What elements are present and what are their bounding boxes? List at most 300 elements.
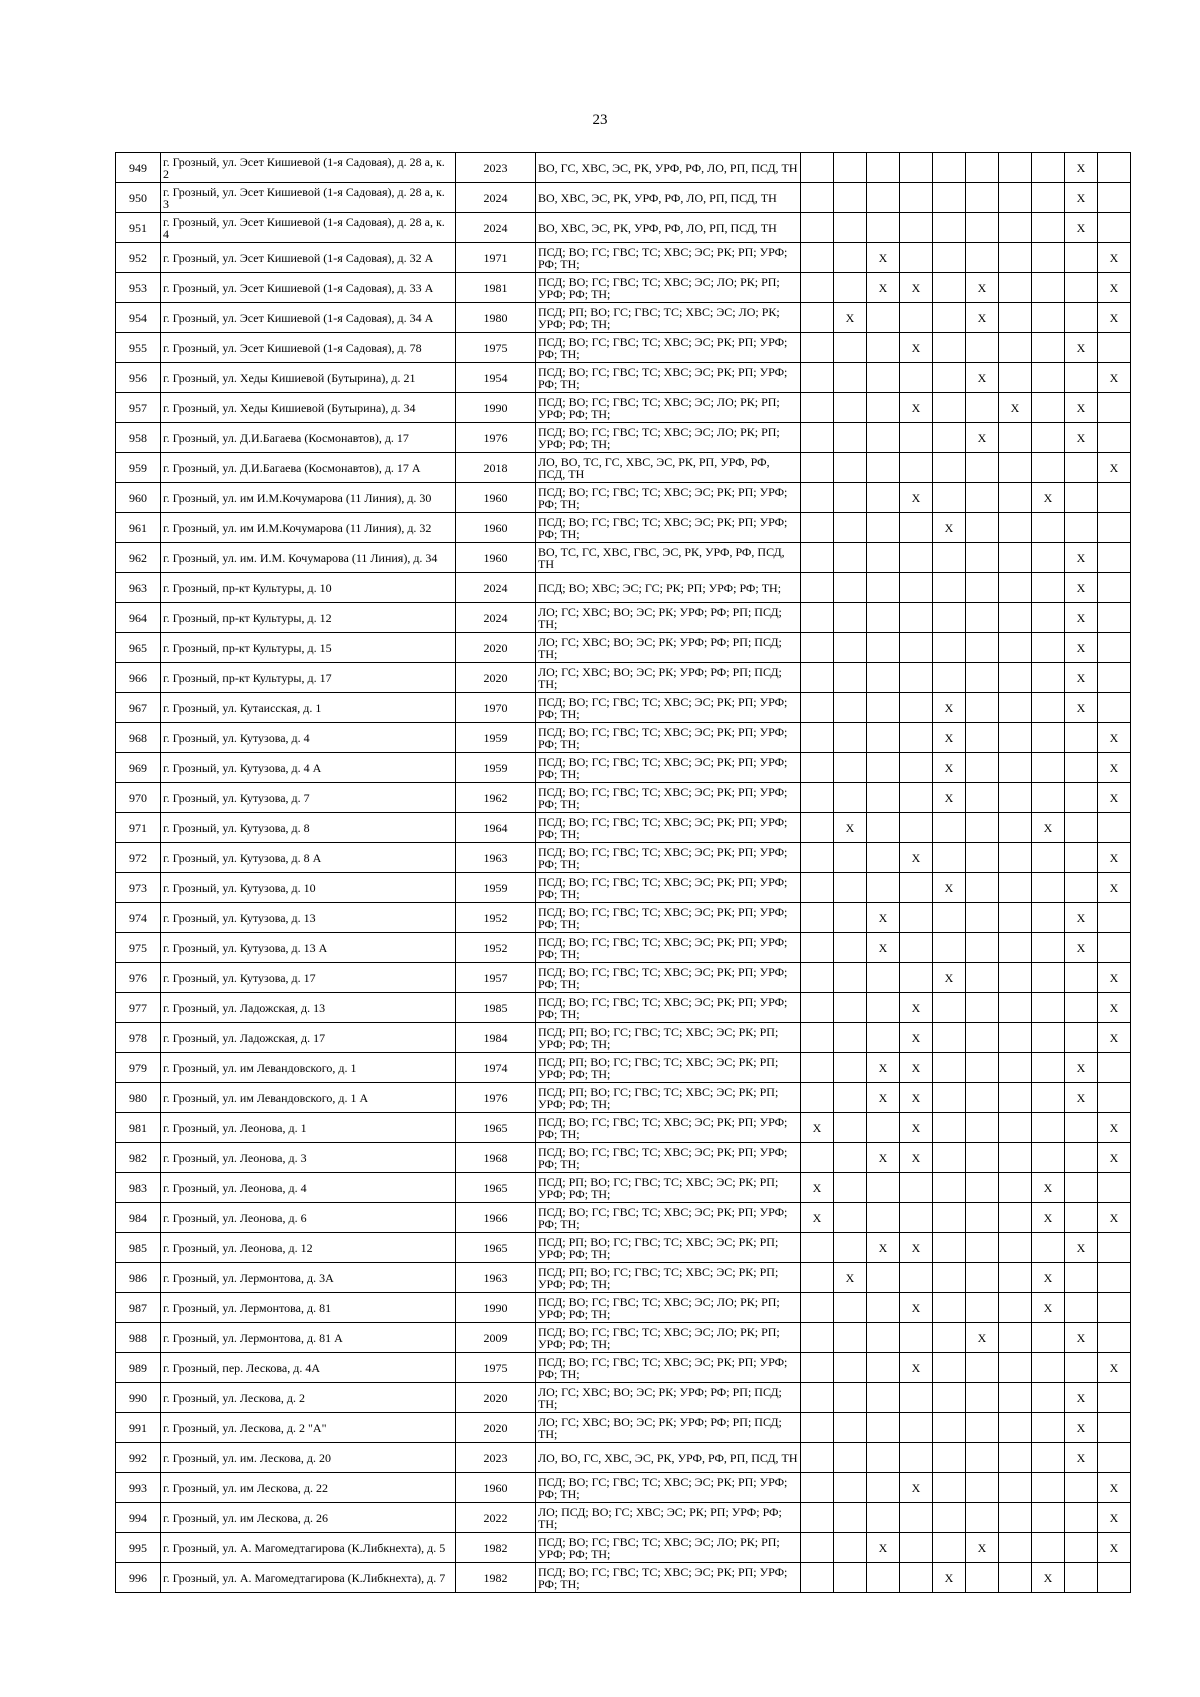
mark-cell [966, 213, 999, 243]
mark-cell [933, 993, 966, 1023]
address-cell: г. Грозный, ул. Кутузова, д. 4 А [161, 753, 456, 783]
works-cell: ПСД; РП; ВО; ГС; ГВС; ТС; ХВС; ЭС; РК; РП; УРФ; РФ; ТН; [536, 1083, 801, 1113]
table-row [116, 693, 1131, 723]
works-cell: ВО, ХВС, ЭС, РК, УРФ, РФ, ЛО, РП, ПСД, ТН [536, 213, 801, 243]
mark-cell [1032, 1533, 1065, 1563]
mark-cell: X [933, 1563, 966, 1593]
mark-cell [966, 483, 999, 513]
row-number: 977 [116, 993, 161, 1023]
row-number: 967 [116, 693, 161, 723]
mark-cell [900, 693, 933, 723]
mark-cell [834, 1143, 867, 1173]
mark-cell [900, 723, 933, 753]
mark-cell: X [867, 243, 900, 273]
mark-cell: X [900, 1083, 933, 1113]
mark-cell [999, 1533, 1032, 1563]
mark-cell: X [1098, 273, 1131, 303]
mark-cell [999, 1383, 1032, 1413]
mark-cell [999, 963, 1032, 993]
mark-cell [933, 1053, 966, 1083]
mark-cell [999, 873, 1032, 903]
mark-cell [999, 543, 1032, 573]
table-row [116, 663, 1131, 693]
mark-cell [867, 453, 900, 483]
mark-cell [966, 783, 999, 813]
mark-cell [834, 933, 867, 963]
mark-cell [1032, 453, 1065, 483]
mark-cell [867, 1413, 900, 1443]
mark-cell [933, 213, 966, 243]
mark-cell [834, 993, 867, 1023]
table-row [116, 963, 1131, 993]
works-cell: ПСД; ВО; ГС; ГВС; ТС; ХВС; ЭС; РК; РП; УРФ; РФ; ТН; [536, 1203, 801, 1233]
mark-cell: X [1065, 1323, 1098, 1353]
mark-cell [999, 153, 1032, 183]
mark-cell [867, 633, 900, 663]
mark-cell: X [1098, 453, 1131, 483]
mark-cell [900, 423, 933, 453]
mark-cell [933, 393, 966, 423]
mark-cell [966, 1023, 999, 1053]
mark-cell: X [1065, 153, 1098, 183]
year-cell: 2024 [456, 603, 536, 633]
mark-cell [966, 1293, 999, 1323]
table-row [116, 303, 1131, 333]
mark-cell [1065, 1023, 1098, 1053]
mark-cell [1098, 1053, 1131, 1083]
works-cell: ПСД; ВО; ГС; ГВС; ТС; ХВС; ЭС; ЛО; РК; РП; УРФ; РФ; ТН; [536, 1323, 801, 1353]
address-cell: г. Грозный, ул. Кутузова, д. 4 [161, 723, 456, 753]
mark-cell [999, 1173, 1032, 1203]
row-number: 989 [116, 1353, 161, 1383]
mark-cell [1032, 273, 1065, 303]
mark-cell [999, 1353, 1032, 1383]
table-row [116, 1413, 1131, 1443]
mark-cell [966, 393, 999, 423]
works-cell: ПСД; ВО; ГС; ГВС; ТС; ХВС; ЭС; РК; РП; УРФ; РФ; ТН; [536, 903, 801, 933]
mark-cell: X [1098, 753, 1131, 783]
mark-cell [867, 723, 900, 753]
mark-cell [933, 903, 966, 933]
mark-cell: X [1098, 873, 1131, 903]
mark-cell [966, 1443, 999, 1473]
mark-cell [999, 1113, 1032, 1143]
works-cell: ЛО; ГС; ХВС; ВО; ЭС; РК; УРФ; РФ; РП; ПСД; ТН; [536, 1413, 801, 1443]
page-number: 23 [592, 112, 608, 128]
address-cell: г. Грозный, ул. Хеды Кишиевой (Бутырина), д. 34 [161, 393, 456, 423]
mark-cell [867, 1113, 900, 1143]
year-cell: 1982 [456, 1533, 536, 1563]
mark-cell [1032, 153, 1065, 183]
works-cell: ЛО; ГС; ХВС; ВО; ЭС; РК; УРФ; РФ; РП; ПСД; ТН; [536, 633, 801, 663]
mark-cell [801, 1233, 834, 1263]
mark-cell [801, 243, 834, 273]
table-row [116, 1263, 1131, 1293]
mark-cell: X [867, 1083, 900, 1113]
mark-cell: X [1098, 723, 1131, 753]
mark-cell [1098, 663, 1131, 693]
row-number: 975 [116, 933, 161, 963]
mark-cell [1065, 963, 1098, 993]
mark-cell [933, 813, 966, 843]
table-row [116, 633, 1131, 663]
row-number: 996 [116, 1563, 161, 1593]
mark-cell [801, 963, 834, 993]
mark-cell [801, 303, 834, 333]
mark-cell [933, 183, 966, 213]
mark-cell [900, 573, 933, 603]
mark-cell [1065, 1173, 1098, 1203]
mark-cell [867, 1443, 900, 1473]
mark-cell [1065, 873, 1098, 903]
mark-cell [867, 1263, 900, 1293]
mark-cell [966, 1563, 999, 1593]
mark-cell [900, 1533, 933, 1563]
mark-cell [1032, 423, 1065, 453]
address-cell: г. Грозный, пр-кт Культуры, д. 17 [161, 663, 456, 693]
mark-cell [900, 633, 933, 663]
mark-cell [999, 993, 1032, 1023]
row-number: 951 [116, 213, 161, 243]
mark-cell [999, 1203, 1032, 1233]
mark-cell [933, 1443, 966, 1473]
mark-cell [999, 753, 1032, 783]
mark-cell [999, 1293, 1032, 1323]
mark-cell [933, 663, 966, 693]
works-cell: ЛО; ПСД; ВО; ГС; ХВС; ЭС; РК; РП; УРФ; РФ; ТН; [536, 1503, 801, 1533]
mark-cell: X [1032, 1263, 1065, 1293]
mark-cell [834, 1083, 867, 1113]
mark-cell [966, 1053, 999, 1083]
table-row [116, 933, 1131, 963]
table-row [116, 183, 1131, 213]
mark-cell [900, 513, 933, 543]
mark-cell [966, 1383, 999, 1413]
mark-cell [1098, 903, 1131, 933]
mark-cell [867, 783, 900, 813]
mark-cell: X [1098, 1113, 1131, 1143]
mark-cell [801, 1563, 834, 1593]
address-cell: г. Грозный, ул. А. Магомедтагирова (К.Либкнехта), д. 5 [161, 1533, 456, 1563]
mark-cell [834, 393, 867, 423]
row-number: 987 [116, 1293, 161, 1323]
mark-cell: X [801, 1173, 834, 1203]
mark-cell [966, 693, 999, 723]
mark-cell [1032, 363, 1065, 393]
mark-cell: X [1032, 813, 1065, 843]
mark-cell [1098, 603, 1131, 633]
year-cell: 1960 [456, 1473, 536, 1503]
mark-cell [1098, 543, 1131, 573]
address-cell: г. Грозный, ул. Лескова, д. 2 [161, 1383, 456, 1413]
year-cell: 2022 [456, 1503, 536, 1533]
address-cell: г. Грозный, пр-кт Культуры, д. 10 [161, 573, 456, 603]
year-cell: 1975 [456, 1353, 536, 1383]
table-row [116, 753, 1131, 783]
mark-cell [900, 363, 933, 393]
address-cell: г. Грозный, ул. Кутузова, д. 13 А [161, 933, 456, 963]
mark-cell [867, 1563, 900, 1593]
address-cell: г. Грозный, ул. Д.И.Багаева (Космонавтов), д. 17 А [161, 453, 456, 483]
mark-cell [867, 1173, 900, 1203]
year-cell: 1965 [456, 1173, 536, 1203]
mark-cell [1065, 1143, 1098, 1173]
mark-cell [999, 363, 1032, 393]
mark-cell [834, 183, 867, 213]
mark-cell [867, 813, 900, 843]
mark-cell [834, 273, 867, 303]
mark-cell [1065, 843, 1098, 873]
mark-cell [867, 1323, 900, 1353]
mark-cell [801, 183, 834, 213]
mark-cell [1032, 693, 1065, 723]
table-row [116, 1023, 1131, 1053]
mark-cell: X [1065, 693, 1098, 723]
mark-cell: X [867, 903, 900, 933]
mark-cell [1098, 813, 1131, 843]
mark-cell: X [867, 1143, 900, 1173]
mark-cell [867, 1383, 900, 1413]
mark-cell [1098, 333, 1131, 363]
mark-cell [801, 423, 834, 453]
works-cell: ПСД; ВО; ГС; ГВС; ТС; ХВС; ЭС; РК; РП; УРФ; РФ; ТН; [536, 243, 801, 273]
mark-cell [900, 933, 933, 963]
mark-cell: X [867, 1233, 900, 1263]
year-cell: 1990 [456, 1293, 536, 1323]
address-cell: г. Грозный, пр-кт Культуры, д. 15 [161, 633, 456, 663]
address-cell: г. Грозный, ул. Леонова, д. 4 [161, 1173, 456, 1203]
mark-cell [1065, 1533, 1098, 1563]
table-row [116, 363, 1131, 393]
mark-cell [1032, 1473, 1065, 1503]
table-row [116, 1233, 1131, 1263]
mark-cell [933, 1383, 966, 1413]
mark-cell [1032, 903, 1065, 933]
table-row [116, 1083, 1131, 1113]
mark-cell [1032, 633, 1065, 663]
mark-cell [867, 573, 900, 603]
mark-cell: X [1065, 1443, 1098, 1473]
mark-cell: X [900, 1143, 933, 1173]
mark-cell [1065, 243, 1098, 273]
mark-cell [933, 243, 966, 273]
mark-cell: X [1098, 243, 1131, 273]
works-cell: ПСД; ВО; ГС; ГВС; ТС; ХВС; ЭС; ЛО; РК; РП; УРФ; РФ; ТН; [536, 393, 801, 423]
mark-cell [1098, 183, 1131, 213]
year-cell: 1990 [456, 393, 536, 423]
address-cell: г. Грозный, ул. им Левандовского, д. 1 А [161, 1083, 456, 1113]
mark-cell: X [966, 1323, 999, 1353]
mark-cell: X [1032, 483, 1065, 513]
row-number: 962 [116, 543, 161, 573]
mark-cell: X [1065, 1053, 1098, 1083]
table-row [116, 153, 1131, 183]
works-cell: ПСД; РП; ВО; ГС; ГВС; ТС; ХВС; ЭС; РК; РП; УРФ; РФ; ТН; [536, 1023, 801, 1053]
mark-cell [867, 543, 900, 573]
mark-cell: X [1065, 543, 1098, 573]
mark-cell: X [1065, 183, 1098, 213]
mark-cell [1065, 993, 1098, 1023]
mark-cell [900, 1383, 933, 1413]
mark-cell [1065, 753, 1098, 783]
mark-cell [933, 573, 966, 603]
mark-cell [834, 363, 867, 393]
works-cell: ПСД; ВО; ГС; ГВС; ТС; ХВС; ЭС; РК; РП; УРФ; РФ; ТН; [536, 363, 801, 393]
mark-cell: X [999, 393, 1032, 423]
year-cell: 2020 [456, 1383, 536, 1413]
table-row [116, 1383, 1131, 1413]
works-cell: ПСД; ВО; ГС; ГВС; ТС; ХВС; ЭС; РК; РП; УРФ; РФ; ТН; [536, 933, 801, 963]
mark-cell [1065, 723, 1098, 753]
mark-cell [867, 1353, 900, 1383]
year-cell: 2024 [456, 183, 536, 213]
year-cell: 1963 [456, 1263, 536, 1293]
mark-cell: X [867, 1053, 900, 1083]
mark-cell [966, 453, 999, 483]
mark-cell: X [1032, 1293, 1065, 1323]
mark-cell [933, 1023, 966, 1053]
address-cell: г. Грозный, ул. Эсет Кишиевой (1-я Садовая), д. 28 а, к. 2 [161, 153, 456, 183]
table-row [116, 513, 1131, 543]
mark-cell [999, 663, 1032, 693]
row-number: 984 [116, 1203, 161, 1233]
mark-cell [1032, 183, 1065, 213]
table-row [116, 723, 1131, 753]
mark-cell [1032, 1413, 1065, 1443]
mark-cell [1098, 213, 1131, 243]
mark-cell [801, 543, 834, 573]
mark-cell [966, 1203, 999, 1233]
mark-cell [1032, 333, 1065, 363]
mark-cell [999, 453, 1032, 483]
mark-cell [867, 993, 900, 1023]
mark-cell [900, 603, 933, 633]
table-row [116, 543, 1131, 573]
row-number: 995 [116, 1533, 161, 1563]
mark-cell [933, 603, 966, 633]
mark-cell [801, 1023, 834, 1053]
table-row [116, 423, 1131, 453]
mark-cell [1032, 1383, 1065, 1413]
table-row [116, 1293, 1131, 1323]
mark-cell [999, 933, 1032, 963]
year-cell: 2023 [456, 1443, 536, 1473]
row-number: 980 [116, 1083, 161, 1113]
works-cell: ПСД; ВО; ГС; ГВС; ТС; ХВС; ЭС; РК; РП; УРФ; РФ; ТН; [536, 1563, 801, 1593]
mark-cell [867, 1023, 900, 1053]
mark-cell [1032, 1053, 1065, 1083]
mark-cell [966, 543, 999, 573]
mark-cell [900, 903, 933, 933]
mark-cell [1032, 723, 1065, 753]
mark-cell [801, 843, 834, 873]
mark-cell [933, 1473, 966, 1503]
mark-cell [1032, 933, 1065, 963]
mark-cell [801, 933, 834, 963]
address-cell: г. Грозный, ул. Хеды Кишиевой (Бутырина), д. 21 [161, 363, 456, 393]
table-row [116, 993, 1131, 1023]
address-cell: г. Грозный, ул. Кутузова, д. 8 А [161, 843, 456, 873]
mark-cell: X [1098, 993, 1131, 1023]
table-row [116, 573, 1131, 603]
mark-cell [966, 1143, 999, 1173]
mark-cell [867, 753, 900, 783]
mark-cell: X [966, 363, 999, 393]
mark-cell [801, 1533, 834, 1563]
mark-cell [867, 363, 900, 393]
year-cell: 2018 [456, 453, 536, 483]
mark-cell: X [933, 513, 966, 543]
mark-cell [834, 333, 867, 363]
mark-cell [900, 1443, 933, 1473]
mark-cell: X [1065, 633, 1098, 663]
mark-cell [999, 483, 1032, 513]
mark-cell [999, 1053, 1032, 1083]
row-number: 979 [116, 1053, 161, 1083]
mark-cell [1098, 1383, 1131, 1413]
year-cell: 1975 [456, 333, 536, 363]
mark-cell [900, 813, 933, 843]
row-number: 992 [116, 1443, 161, 1473]
year-cell: 1976 [456, 423, 536, 453]
mark-cell [933, 483, 966, 513]
table-row [116, 1503, 1131, 1533]
mark-cell: X [966, 273, 999, 303]
mark-cell [900, 153, 933, 183]
mark-cell [933, 1413, 966, 1443]
mark-cell: X [933, 873, 966, 903]
year-cell: 1964 [456, 813, 536, 843]
address-cell: г. Грозный, ул. Леонова, д. 1 [161, 1113, 456, 1143]
works-cell: ПСД; РП; ВО; ГС; ГВС; ТС; ХВС; ЭС; РК; РП; УРФ; РФ; ТН; [536, 1233, 801, 1263]
mark-cell [834, 1383, 867, 1413]
mark-cell [900, 543, 933, 573]
mark-cell [900, 1323, 933, 1353]
address-cell: г. Грозный, ул. Эсет Кишиевой (1-я Садовая), д. 32 А [161, 243, 456, 273]
address-cell: г. Грозный, ул. Ладожская, д. 17 [161, 1023, 456, 1053]
works-cell: ПСД; ВО; ГС; ГВС; ТС; ХВС; ЭС; ЛО; РК; РП; УРФ; РФ; ТН; [536, 1293, 801, 1323]
table-row [116, 903, 1131, 933]
mark-cell [834, 1563, 867, 1593]
mark-cell [867, 963, 900, 993]
mark-cell: X [1065, 333, 1098, 363]
mark-cell [966, 513, 999, 543]
mark-cell: X [1098, 843, 1131, 873]
mark-cell: X [900, 483, 933, 513]
address-cell: г. Грозный, ул. Эсет Кишиевой (1-я Садовая), д. 28 а, к. 4 [161, 213, 456, 243]
address-cell: г. Грозный, ул. Кутузова, д. 17 [161, 963, 456, 993]
mark-cell [933, 453, 966, 483]
mark-cell: X [900, 1233, 933, 1263]
mark-cell [933, 1293, 966, 1323]
mark-cell [1032, 663, 1065, 693]
mark-cell [801, 1143, 834, 1173]
mark-cell [1032, 213, 1065, 243]
mark-cell [933, 1323, 966, 1353]
mark-cell [867, 513, 900, 543]
address-cell: г. Грозный, пер. Лескова, д. 4А [161, 1353, 456, 1383]
housing-registry-table [115, 152, 1131, 1593]
mark-cell: X [1098, 1473, 1131, 1503]
mark-cell: X [933, 963, 966, 993]
mark-cell [834, 243, 867, 273]
mark-cell [834, 963, 867, 993]
mark-cell [834, 1293, 867, 1323]
mark-cell [1065, 1353, 1098, 1383]
mark-cell: X [900, 993, 933, 1023]
mark-cell [1098, 153, 1131, 183]
mark-cell [933, 333, 966, 363]
